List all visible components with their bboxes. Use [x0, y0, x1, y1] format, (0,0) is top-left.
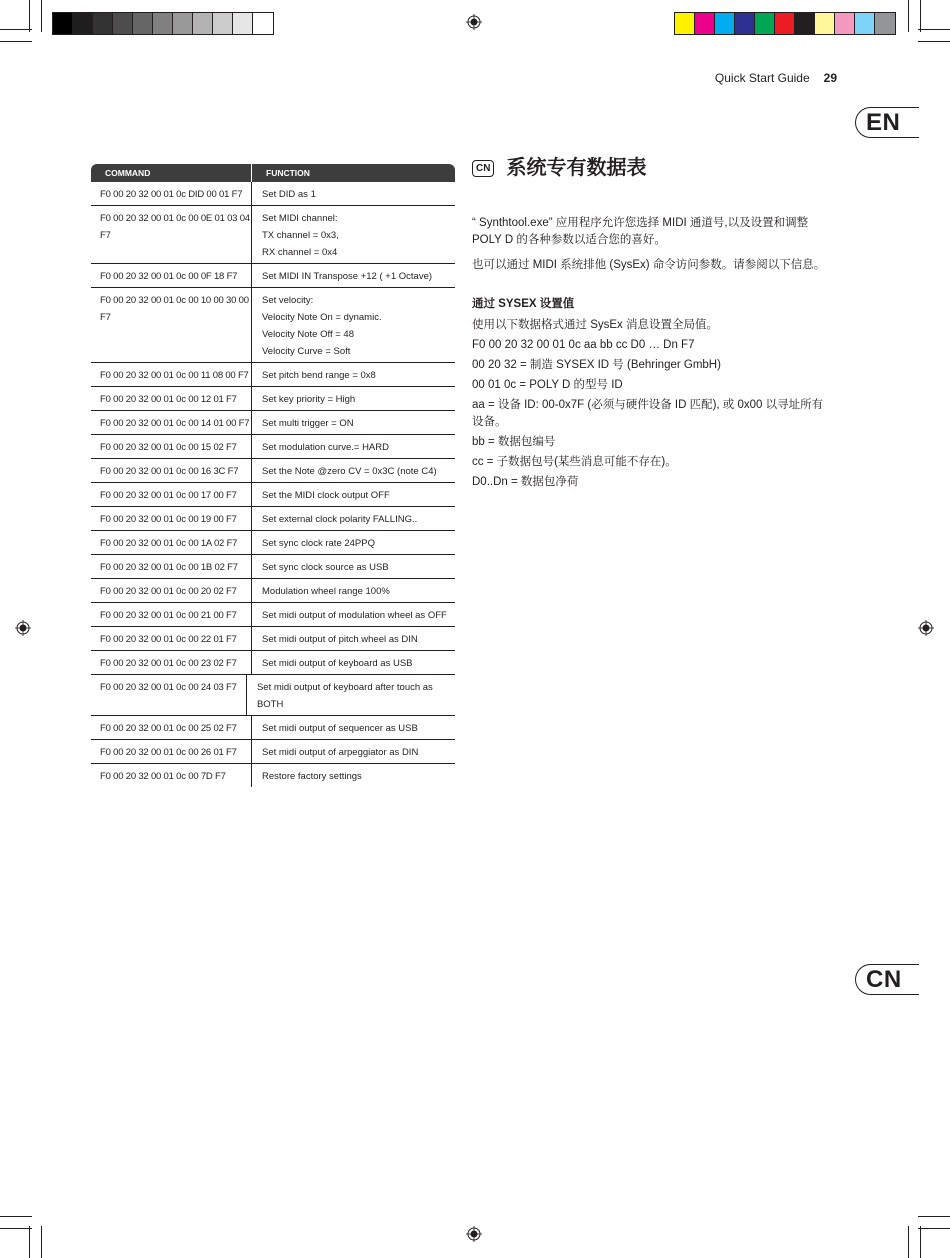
command-cell: F0 00 20 32 00 01 0c 00 0F 18 F7: [91, 264, 252, 287]
crop-mark: [0, 41, 32, 42]
format-line: 00 20 32 = 制造 SYSEX ID 号 (Behringer GmbH): [472, 359, 721, 371]
function-line: Set MIDI channel:: [262, 213, 338, 224]
table-row: [91, 555, 455, 579]
function-cell: [252, 531, 375, 554]
color-swatch: [875, 13, 895, 34]
intro-paragraph: “ Synthtool.exe” 应用程序允许您选择 MIDI 通道号,以及设置和调整 POLY D 的各种参数以适合您的喜好。: [472, 217, 809, 246]
color-swatch: [675, 13, 695, 34]
crop-mark: [908, 0, 909, 32]
function-line: Set MIDI IN Transpose +12 ( +1 Octave): [262, 271, 433, 282]
command-cell: F0 00 20 32 00 01 0c 00 21 00 F7: [91, 603, 252, 626]
table-row: [91, 264, 455, 288]
command-cell: F0 00 20 32 00 01 0c 00 14 01 00 F7: [91, 411, 252, 434]
registration-mark-icon: [918, 620, 934, 636]
table-row: [91, 740, 455, 764]
table-row: [91, 435, 455, 459]
function-line: Set external clock polarity FALLING..: [262, 514, 418, 525]
section-title: [472, 157, 832, 179]
sysex-format-lines: [472, 317, 832, 491]
function-line: Set midi output of keyboard after touch as BOTH: [256, 682, 433, 710]
table-row: [91, 716, 455, 740]
function-line: RX channel = 0x4: [262, 247, 338, 258]
command-cell: F0 00 20 32 00 01 0c 00 24 03 F7: [91, 675, 247, 715]
language-badge: CN: [472, 160, 494, 177]
function-line: Set sync clock rate 24PPQ: [262, 538, 375, 549]
column-header-command: COMMAND: [91, 164, 252, 182]
sysex-paragraph: 也可以通过 MIDI 系统排他 (SysEx) 命令访问参数。请参阅以下信息。: [472, 259, 826, 271]
table-row: [91, 531, 455, 555]
registration-mark-icon: [15, 620, 31, 636]
color-swatch: [133, 13, 153, 34]
guide-title: Quick Start Guide: [714, 71, 810, 85]
command-cell: F0 00 20 32 00 01 0c 00 12 01 F7: [91, 387, 252, 410]
function-line: Velocity Curve = Soft: [262, 346, 351, 357]
color-swatch: [253, 13, 273, 34]
crop-mark: [918, 41, 950, 42]
registration-mark-icon: [466, 14, 482, 30]
color-swatch: [835, 13, 855, 34]
function-cell: [252, 555, 389, 578]
function-cell: [252, 206, 339, 263]
function-line: Set the MIDI clock output OFF: [262, 490, 390, 501]
crop-mark: [29, 0, 30, 32]
function-cell: [252, 363, 376, 386]
function-cell: [247, 675, 455, 715]
function-cell: [252, 764, 362, 787]
color-swatch: [695, 13, 715, 34]
color-swatch: [73, 13, 93, 34]
format-line: cc = 子数据包号(某些消息可能不存在)。: [472, 456, 677, 468]
command-cell: F0 00 20 32 00 01 0c 00 19 00 F7: [91, 507, 252, 530]
cn-section: [472, 157, 832, 494]
table-row: [91, 363, 455, 387]
command-cell: F0 00 20 32 00 01 0c 00 10 00 30 00 F7: [91, 288, 252, 362]
function-line: Set midi output of pitch wheel as DIN: [262, 634, 418, 645]
function-line: Set sync clock source as USB: [262, 562, 389, 573]
function-cell: [252, 651, 413, 674]
crop-mark: [29, 1226, 30, 1258]
format-line: 00 01 0c = POLY D 的型号 ID: [472, 379, 623, 391]
command-cell: F0 00 20 32 00 01 0c 00 1A 02 F7: [91, 531, 252, 554]
command-cell: F0 00 20 32 00 01 0c 00 23 02 F7: [91, 651, 252, 674]
color-swatch: [193, 13, 213, 34]
color-swatch: [735, 13, 755, 34]
function-line: Modulation wheel range 100%: [262, 586, 390, 597]
crop-mark: [0, 1216, 32, 1217]
crop-mark: [918, 1228, 950, 1229]
command-cell: F0 00 20 32 00 01 0c 00 26 01 F7: [91, 740, 252, 763]
format-line: 使用以下数据格式通过 SysEx 消息设置全局值。: [472, 319, 718, 331]
crop-mark: [41, 1226, 42, 1258]
table-row: [91, 675, 455, 716]
function-line: Set key priority = High: [262, 394, 356, 405]
function-cell: [252, 507, 417, 530]
color-swatch: [815, 13, 835, 34]
function-line: Restore factory settings: [262, 771, 362, 782]
function-line: Set modulation curve.= HARD: [262, 442, 389, 453]
function-cell: [252, 182, 316, 205]
color-swatch: [113, 13, 133, 34]
command-cell: F0 00 20 32 00 01 0c 00 15 02 F7: [91, 435, 252, 458]
table-header: [91, 164, 455, 182]
page-number: 29: [823, 71, 837, 85]
function-line: Set midi output of sequencer as USB: [262, 723, 418, 734]
color-swatch: [855, 13, 875, 34]
table-row: [91, 627, 455, 651]
color-swatch: [93, 13, 113, 34]
function-cell: [252, 579, 390, 602]
table-row: [91, 603, 455, 627]
command-cell: F0 00 20 32 00 01 0c 00 1B 02 F7: [91, 555, 252, 578]
gray-color-bar: [52, 12, 274, 35]
color-swatch: [173, 13, 193, 34]
language-tab-en: EN: [855, 107, 919, 138]
function-line: Set midi output of arpeggiator as DIN: [262, 747, 419, 758]
function-line: TX channel = 0x3,: [262, 230, 339, 241]
color-swatch: [213, 13, 233, 34]
function-cell: [252, 288, 382, 362]
crop-mark: [920, 1226, 921, 1258]
function-line: Set the Note @zero CV = 0x3C (note C4): [262, 466, 437, 477]
running-head: [715, 71, 837, 85]
color-swatch: [755, 13, 775, 34]
format-line: F0 00 20 32 00 01 0c aa bb cc D0 … Dn F7: [472, 339, 695, 351]
function-line: Set midi output of keyboard as USB: [262, 658, 413, 669]
crop-mark: [0, 29, 32, 30]
subheading: 通过 SYSEX 设置值: [472, 298, 575, 310]
crop-mark: [918, 1216, 950, 1217]
command-cell: F0 00 20 32 00 01 0c 00 7D F7: [91, 764, 252, 787]
function-cell: [252, 264, 432, 287]
process-color-bar: [674, 12, 896, 35]
format-line: bb = 数据包编号: [472, 436, 556, 448]
function-line: Velocity Note Off = 48: [262, 329, 354, 340]
registration-mark-icon: [466, 1226, 482, 1242]
table-row: [91, 182, 455, 206]
color-swatch: [795, 13, 815, 34]
function-line: Set midi output of modulation wheel as OFF: [262, 610, 447, 621]
color-swatch: [153, 13, 173, 34]
function-line: Velocity Note On = dynamic.: [262, 312, 382, 323]
command-cell: F0 00 20 32 00 01 0c 00 17 00 F7: [91, 483, 252, 506]
table-row: [91, 651, 455, 675]
function-cell: [252, 483, 390, 506]
color-swatch: [233, 13, 253, 34]
function-line: Set velocity:: [262, 295, 314, 306]
table-row: [91, 288, 455, 363]
table-row: [91, 411, 455, 435]
column-header-function: FUNCTION: [266, 168, 310, 178]
color-swatch: [715, 13, 735, 34]
color-swatch: [775, 13, 795, 34]
crop-mark: [920, 0, 921, 32]
crop-mark: [908, 1226, 909, 1258]
function-line: Set pitch bend range = 0x8: [262, 370, 376, 381]
command-cell: F0 00 20 32 00 01 0c DID 00 01 F7: [91, 182, 252, 205]
table-row: [91, 387, 455, 411]
table-row: [91, 483, 455, 507]
color-swatch: [53, 13, 73, 34]
table-row: [91, 206, 455, 264]
table-body: [91, 182, 455, 787]
section-title-text: 系统专有数据表: [506, 157, 647, 179]
function-cell: [252, 603, 447, 626]
function-cell: [252, 387, 355, 410]
command-cell: F0 00 20 32 00 01 0c 00 25 02 F7: [91, 716, 252, 739]
function-cell: [252, 627, 418, 650]
crop-mark: [0, 1228, 32, 1229]
sysex-command-table: [91, 164, 455, 787]
format-line: aa = 设备 ID: 00-0x7F (必须与硬件设备 ID 匹配), 或 0x00 以寻址所有设备。: [472, 399, 824, 428]
command-cell: F0 00 20 32 00 01 0c 00 0E 01 03 04 F7: [91, 206, 252, 263]
command-cell: F0 00 20 32 00 01 0c 00 16 3C F7: [91, 459, 252, 482]
table-row: [91, 459, 455, 483]
function-cell: [252, 740, 418, 763]
language-tab-cn: CN: [855, 964, 919, 995]
function-line: Set multi trigger = ON: [262, 418, 354, 429]
function-cell: [252, 411, 354, 434]
function-cell: [252, 716, 418, 739]
function-cell: [252, 459, 437, 482]
crop-mark: [918, 29, 950, 30]
table-row: [91, 764, 455, 787]
table-row: [91, 579, 455, 603]
table-row: [91, 507, 455, 531]
format-line: D0..Dn = 数据包净荷: [472, 476, 579, 488]
command-cell: F0 00 20 32 00 01 0c 00 22 01 F7: [91, 627, 252, 650]
crop-mark: [41, 0, 42, 32]
command-cell: F0 00 20 32 00 01 0c 00 20 02 F7: [91, 579, 252, 602]
function-cell: [252, 435, 389, 458]
function-line: Set DID as 1: [262, 189, 316, 200]
command-cell: F0 00 20 32 00 01 0c 00 11 08 00 F7: [91, 363, 252, 386]
